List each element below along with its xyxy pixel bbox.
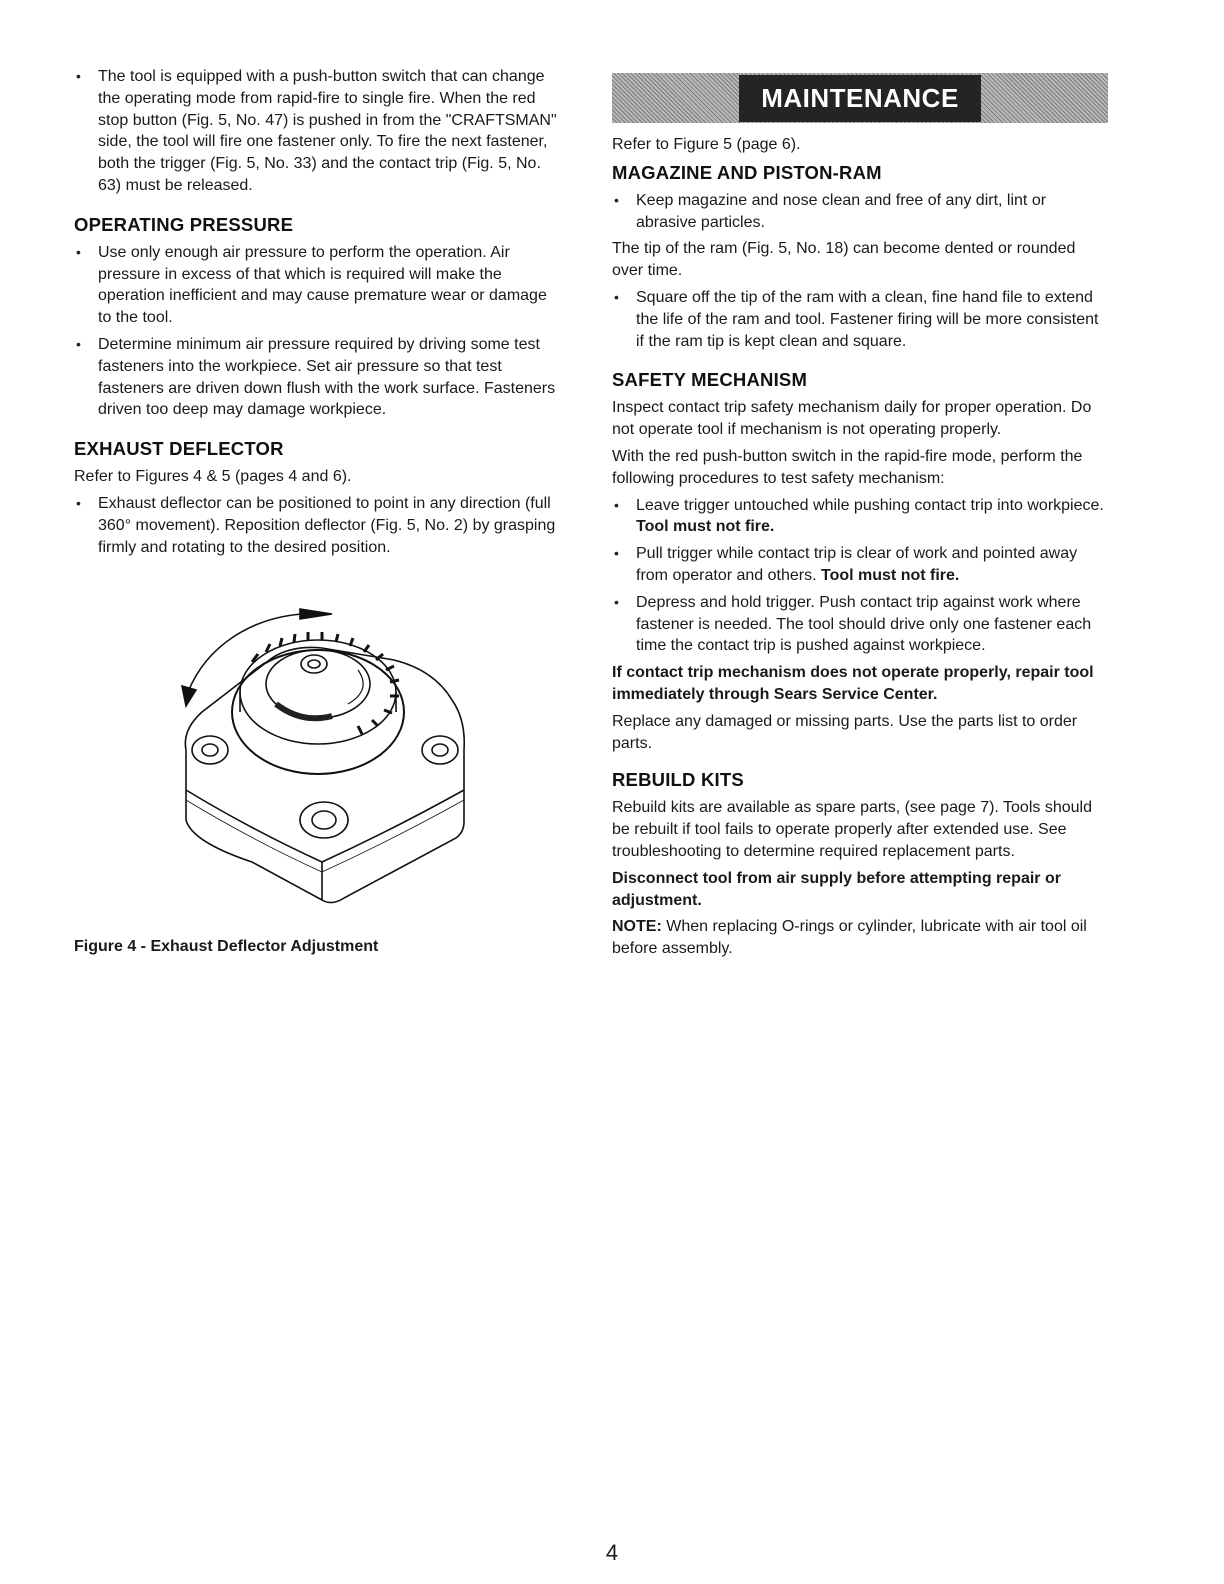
list-item: • Use only enough air pressure to perform the operation. Air pressure in excess of that which is required will make the operation inefficient and may cause premature wear or damage to the tool. — [74, 242, 562, 329]
list-item: • Square off the tip of the ram with a clean, fine hand file to extend the life of the ram and tool. Fastener firing will be more consistent if the ram tip is kept clean and square. — [612, 287, 1110, 352]
note-text: When replacing O-rings or cylinder, lubricate with air tool oil before assembly. — [612, 918, 1087, 958]
list-item: • Exhaust deflector can be positioned to point in any direction (full 360° movement). Reposition deflector (Fig. 5, No. 2) by grasping firmly and rotating to the desired position. — [74, 493, 562, 558]
list-item: • Keep magazine and nose clean and free of any dirt, lint or abrasive particles. — [612, 190, 1110, 234]
magazine-heading: MAGAZINE AND PISTON-RAM — [612, 161, 882, 183]
list-item: • Depress and hold trigger. Push contact trip against work where fastener is needed. The tool should drive only one fastener each time the contact trip is pushed against workpiece. — [612, 592, 1110, 657]
list-item-emphasis: Tool must not fire. — [821, 566, 960, 584]
list-item-emphasis: Tool must not fire. — [636, 518, 775, 536]
safety-mechanism-heading: SAFETY MECHANISM — [612, 369, 808, 391]
list-item — [612, 495, 1110, 539]
safety-paragraph-1: Inspect contact trip safety mechanism daily for proper operation. Do not operate tool if mechanism is not operating properly. — [612, 399, 1092, 439]
rebuild-note — [612, 916, 1110, 960]
list-item-text: Pull trigger while contact trip is clear of work and pointed away from operator and others. — [636, 545, 1078, 584]
left-column — [74, 66, 562, 563]
safety-test-list — [612, 495, 1110, 658]
list-item-text: Leave trigger untouched while pushing contact trip into workpiece. — [636, 496, 1104, 514]
exhaust-deflector-intro: Refer to Figures 4 & 5 (pages 4 and 6). — [74, 468, 352, 486]
rebuild-kits-heading: REBUILD KITS — [612, 769, 744, 791]
ram-tip-paragraph: The tip of the ram (Fig. 5, No. 18) can become dented or rounded over time. — [612, 240, 1076, 280]
maintenance-banner — [612, 73, 1108, 123]
rebuild-paragraph: Rebuild kits are available as spare parts, (see page 7). Tools should be rebuilt if tool fails to operate properly after extended use. See troubleshooting to determine required replacement parts. — [612, 799, 1092, 860]
intro-list — [74, 66, 562, 197]
magazine-list — [612, 190, 1110, 234]
exhaust-deflector-heading: EXHAUST DEFLECTOR — [74, 438, 284, 460]
figure-caption: Figure 4 - Exhaust Deflector Adjustment — [74, 938, 379, 955]
operating-pressure-list — [74, 242, 562, 421]
mode-switch-bullet: • The tool is equipped with a push-button switch that can change the operating mode from rapid-fire to single fire. When the red stop button (Fig. 5, No. 47) is pushed in from the "CRAFTSMAN" side, the tool will fire one fastener only. To fire the next fastener, both the trigger (Fig. 5, No. 33) and the contact trip (Fig. 5, No. 63) must be released. — [74, 66, 562, 197]
ram-tip-list — [612, 287, 1110, 352]
safety-paragraph-2: With the red push-button switch in the rapid-fire mode, perform the following procedures to test safety mechanism: — [612, 447, 1083, 487]
operating-pressure-heading: OPERATING PRESSURE — [74, 213, 294, 235]
list-item — [612, 543, 1110, 587]
rebuild-warning: Disconnect tool from air supply before attempting repair or adjustment. — [612, 869, 1061, 909]
maintenance-title: MAINTENANCE — [739, 75, 981, 122]
safety-warning: If contact trip mechanism does not operate properly, repair tool immediately through Sears Service Center. — [612, 664, 1094, 703]
note-label: NOTE: — [612, 918, 662, 936]
list-item: • Determine minimum air pressure required by driving some test fasteners into the workpiece. Set air pressure so that test fasteners are driven down flush with the work surface. Fasteners driven too deep may damage workpiece. — [74, 334, 562, 421]
exhaust-deflector-list — [74, 493, 562, 558]
right-column — [612, 134, 1110, 960]
exhaust-deflector-figure — [172, 600, 472, 920]
figure-reference: Refer to Figure 5 (page 6). — [612, 136, 801, 153]
safety-paragraph-3: Replace any damaged or missing parts. Use the parts list to order parts. — [612, 712, 1078, 752]
page-number: 4 — [605, 1540, 619, 1565]
